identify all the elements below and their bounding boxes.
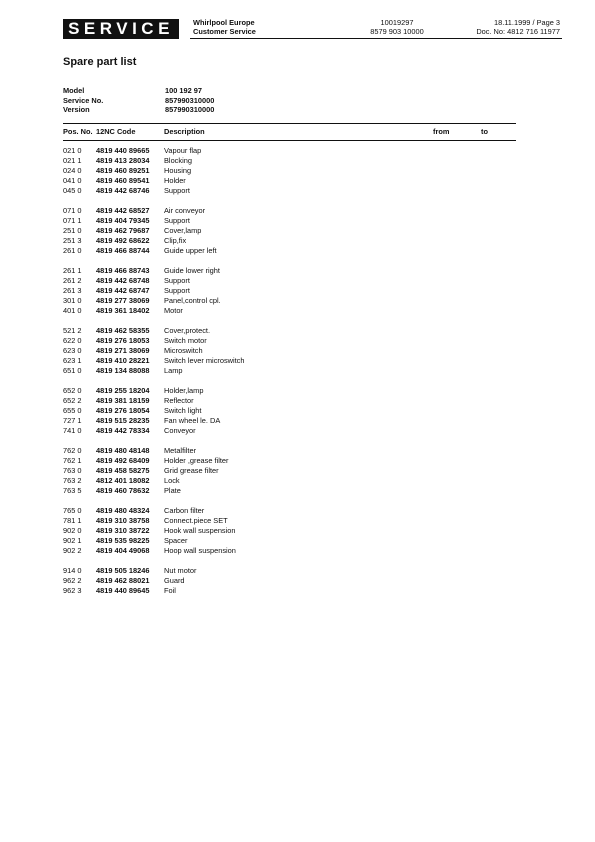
- date-page: 18.11.1999 / Page 3: [493, 18, 560, 27]
- meta-label: Model: [63, 86, 85, 95]
- pos-no-cell: 623 0: [63, 346, 82, 355]
- description-cell: Fan wheel le. DA: [164, 416, 221, 425]
- pos-no-cell: 024 0: [63, 166, 82, 175]
- description-cell: Cover,protect.: [164, 326, 211, 335]
- description-cell: Switch motor: [164, 336, 207, 345]
- pos-no-cell: 741 0: [63, 426, 82, 435]
- code-cell: 4819 458 58275: [96, 466, 150, 475]
- description-cell: Spacer: [164, 536, 188, 545]
- pos-no-cell: 765 0: [63, 506, 82, 515]
- meta-label: Service No.: [63, 95, 104, 105]
- description-cell: Guard: [164, 576, 185, 585]
- description-cell: Switch lever microswitch: [164, 356, 245, 365]
- code-cell: 4819 440 89645: [96, 586, 150, 595]
- model-info: [63, 86, 214, 115]
- pos-no-cell: 521 2: [63, 326, 82, 335]
- code-cell: 4819 480 48324: [96, 506, 150, 515]
- pos-no-cell: 401 0: [63, 306, 82, 315]
- code-cell: 4812 401 18082: [96, 476, 150, 485]
- pos-no-cell: 021 1: [63, 156, 82, 165]
- description-cell: Support: [164, 186, 190, 195]
- table-header-rule: [63, 140, 516, 141]
- pos-no-cell: 261 1: [63, 266, 82, 275]
- header-doc-block: [440, 19, 560, 36]
- code-cell: 4819 515 28235: [96, 416, 150, 425]
- pos-no-cell: 762 0: [63, 446, 82, 455]
- pos-no-cell: 622 0: [63, 336, 82, 345]
- code-cell: 4819 442 68748: [96, 276, 150, 285]
- description-cell: Grid grease filter: [164, 466, 219, 475]
- pos-no-cell: 251 0: [63, 226, 82, 235]
- code-cell: 4819 505 18246: [96, 566, 150, 575]
- header-to: to: [481, 127, 488, 136]
- code-cell: 4819 460 78632: [96, 486, 150, 495]
- code-cell: 4819 413 28034: [96, 156, 150, 165]
- code-cell: 4819 442 68527: [96, 206, 150, 215]
- code-cell: 4819 271 38069: [96, 346, 150, 355]
- header-divider: [190, 38, 562, 39]
- code-cell: 4819 440 89665: [96, 146, 150, 155]
- code-cell: 4819 462 79687: [96, 226, 150, 235]
- code-cell: 4819 277 38069: [96, 296, 150, 305]
- description-cell: Clip,fix: [164, 236, 187, 245]
- description-cell: Hook wall suspension: [164, 526, 236, 535]
- table-top-rule: [63, 123, 516, 124]
- pos-no-cell: 763 5: [63, 486, 82, 495]
- pos-no-cell: 045 0: [63, 186, 82, 195]
- pos-no-cell: 763 2: [63, 476, 82, 485]
- code-cell: 4819 255 18204: [96, 386, 150, 395]
- doc-number: Doc. No: 4812 716 11977: [476, 26, 560, 36]
- code-cell: 4819 466 88744: [96, 246, 150, 255]
- description-cell: Support: [164, 286, 190, 295]
- code-cell: 4819 442 78334: [96, 426, 150, 435]
- pos-no-cell: 041 0: [63, 176, 82, 185]
- description-cell: Carbon filter: [164, 506, 205, 515]
- description-cell: Reflector: [164, 396, 194, 405]
- pos-no-cell: 623 1: [63, 356, 82, 365]
- header-pos-no: Pos. No.: [63, 127, 93, 136]
- description-cell: Lock: [164, 476, 180, 485]
- description-cell: Vapour flap: [164, 146, 202, 155]
- description-cell: Guide lower right: [164, 266, 220, 275]
- pos-no-cell: 914 0: [63, 566, 82, 575]
- code-cell: 4819 310 38758: [96, 516, 150, 525]
- description-cell: Blocking: [164, 156, 192, 165]
- description-cell: Microswitch: [164, 346, 203, 355]
- description-cell: Cover,lamp: [164, 226, 202, 235]
- code-cell: 4819 492 68409: [96, 456, 150, 465]
- pos-no-cell: 261 3: [63, 286, 82, 295]
- header-company-block: [193, 19, 256, 36]
- code-cell: 4819 404 49068: [96, 546, 150, 555]
- meta-value: 100 192 97: [165, 86, 202, 95]
- code-cell: 4819 361 18402: [96, 306, 150, 315]
- pos-no-cell: 727 1: [63, 416, 82, 425]
- description-cell: Holder ,grease filter: [164, 456, 229, 465]
- pos-no-cell: 261 0: [63, 246, 82, 255]
- service-label: SERVICE: [63, 19, 179, 39]
- pos-no-cell: 301 0: [63, 296, 82, 305]
- code-cell: 4819 460 89541: [96, 176, 150, 185]
- pos-no-cell: 251 3: [63, 236, 82, 245]
- pos-no-cell: 762 1: [63, 456, 82, 465]
- code-cell: 4819 492 68622: [96, 236, 150, 245]
- description-cell: Housing: [164, 166, 192, 175]
- header-from: from: [433, 127, 450, 136]
- table-header: [63, 127, 523, 137]
- description-cell: Air conveyor: [164, 206, 206, 215]
- description-cell: Connect.piece SET: [164, 516, 228, 525]
- pos-no-cell: 962 3: [63, 586, 82, 595]
- pos-no-cell: 763 0: [63, 466, 82, 475]
- pos-no-cell: 651 0: [63, 366, 82, 375]
- description-cell: Metalfilter: [164, 446, 197, 455]
- company-name: Whirlpool Europe: [193, 18, 255, 27]
- meta-value: 857990310000: [165, 105, 215, 114]
- pos-no-cell: 071 1: [63, 216, 82, 225]
- code-cell: 4819 410 28221: [96, 356, 150, 365]
- code-cell: 4819 276 18054: [96, 406, 150, 415]
- description-cell: Lamp: [164, 366, 183, 375]
- code-cell: 4819 466 88743: [96, 266, 150, 275]
- meta-row-service-no: [63, 96, 214, 106]
- description-cell: Motor: [164, 306, 183, 315]
- code-cell: 4819 310 38722: [96, 526, 150, 535]
- code-cell: 4819 535 98225: [96, 536, 150, 545]
- meta-value: 857990310000: [165, 95, 215, 105]
- reference-number: 10019297: [380, 18, 414, 27]
- header-description: Description: [164, 127, 205, 136]
- description-cell: Conveyor: [164, 426, 196, 435]
- description-cell: Holder: [164, 176, 186, 185]
- code-cell: 4819 276 18053: [96, 336, 150, 345]
- pos-no-cell: 652 0: [63, 386, 82, 395]
- description-cell: Hoop wall suspension: [164, 546, 236, 555]
- description-cell: Nut motor: [164, 566, 197, 575]
- header-code: 12NC Code: [96, 127, 136, 136]
- code-cell: 4819 442 68747: [96, 286, 150, 295]
- description-cell: Foil: [164, 586, 176, 595]
- pos-no-cell: 021 0: [63, 146, 82, 155]
- description-cell: Support: [164, 216, 190, 225]
- code-cell: 4819 134 88088: [96, 366, 150, 375]
- description-cell: Support: [164, 276, 190, 285]
- pos-no-cell: 655 0: [63, 406, 82, 415]
- description-cell: Panel,control cpl.: [164, 296, 221, 305]
- code-cell: 4819 460 89251: [96, 166, 150, 175]
- pos-no-cell: 652 2: [63, 396, 82, 405]
- code-cell: 4819 404 79345: [96, 216, 150, 225]
- reference-code: 8579 903 10000: [370, 26, 424, 36]
- description-cell: Guide upper left: [164, 246, 217, 255]
- header-reference-block: [347, 19, 447, 36]
- code-cell: 4819 442 68746: [96, 186, 150, 195]
- description-cell: Plate: [164, 486, 181, 495]
- description-cell: Switch light: [164, 406, 202, 415]
- meta-label: Version: [63, 105, 90, 114]
- page-title: Spare part list: [63, 56, 137, 68]
- pos-no-cell: 902 0: [63, 526, 82, 535]
- pos-no-cell: 962 2: [63, 576, 82, 585]
- code-cell: 4819 462 58355: [96, 326, 150, 335]
- pos-no-cell: 071 0: [63, 206, 82, 215]
- meta-row-version: [63, 105, 214, 115]
- description-cell: Holder,lamp: [164, 386, 204, 395]
- pos-no-cell: 902 2: [63, 546, 82, 555]
- department-name: Customer Service: [193, 26, 256, 36]
- pos-no-cell: 781 1: [63, 516, 82, 525]
- code-cell: 4819 381 18159: [96, 396, 150, 405]
- pos-no-cell: 261 2: [63, 276, 82, 285]
- pos-no-cell: 902 1: [63, 536, 82, 545]
- meta-row-model: [63, 86, 214, 96]
- code-cell: 4819 480 48148: [96, 446, 150, 455]
- code-cell: 4819 462 88021: [96, 576, 150, 585]
